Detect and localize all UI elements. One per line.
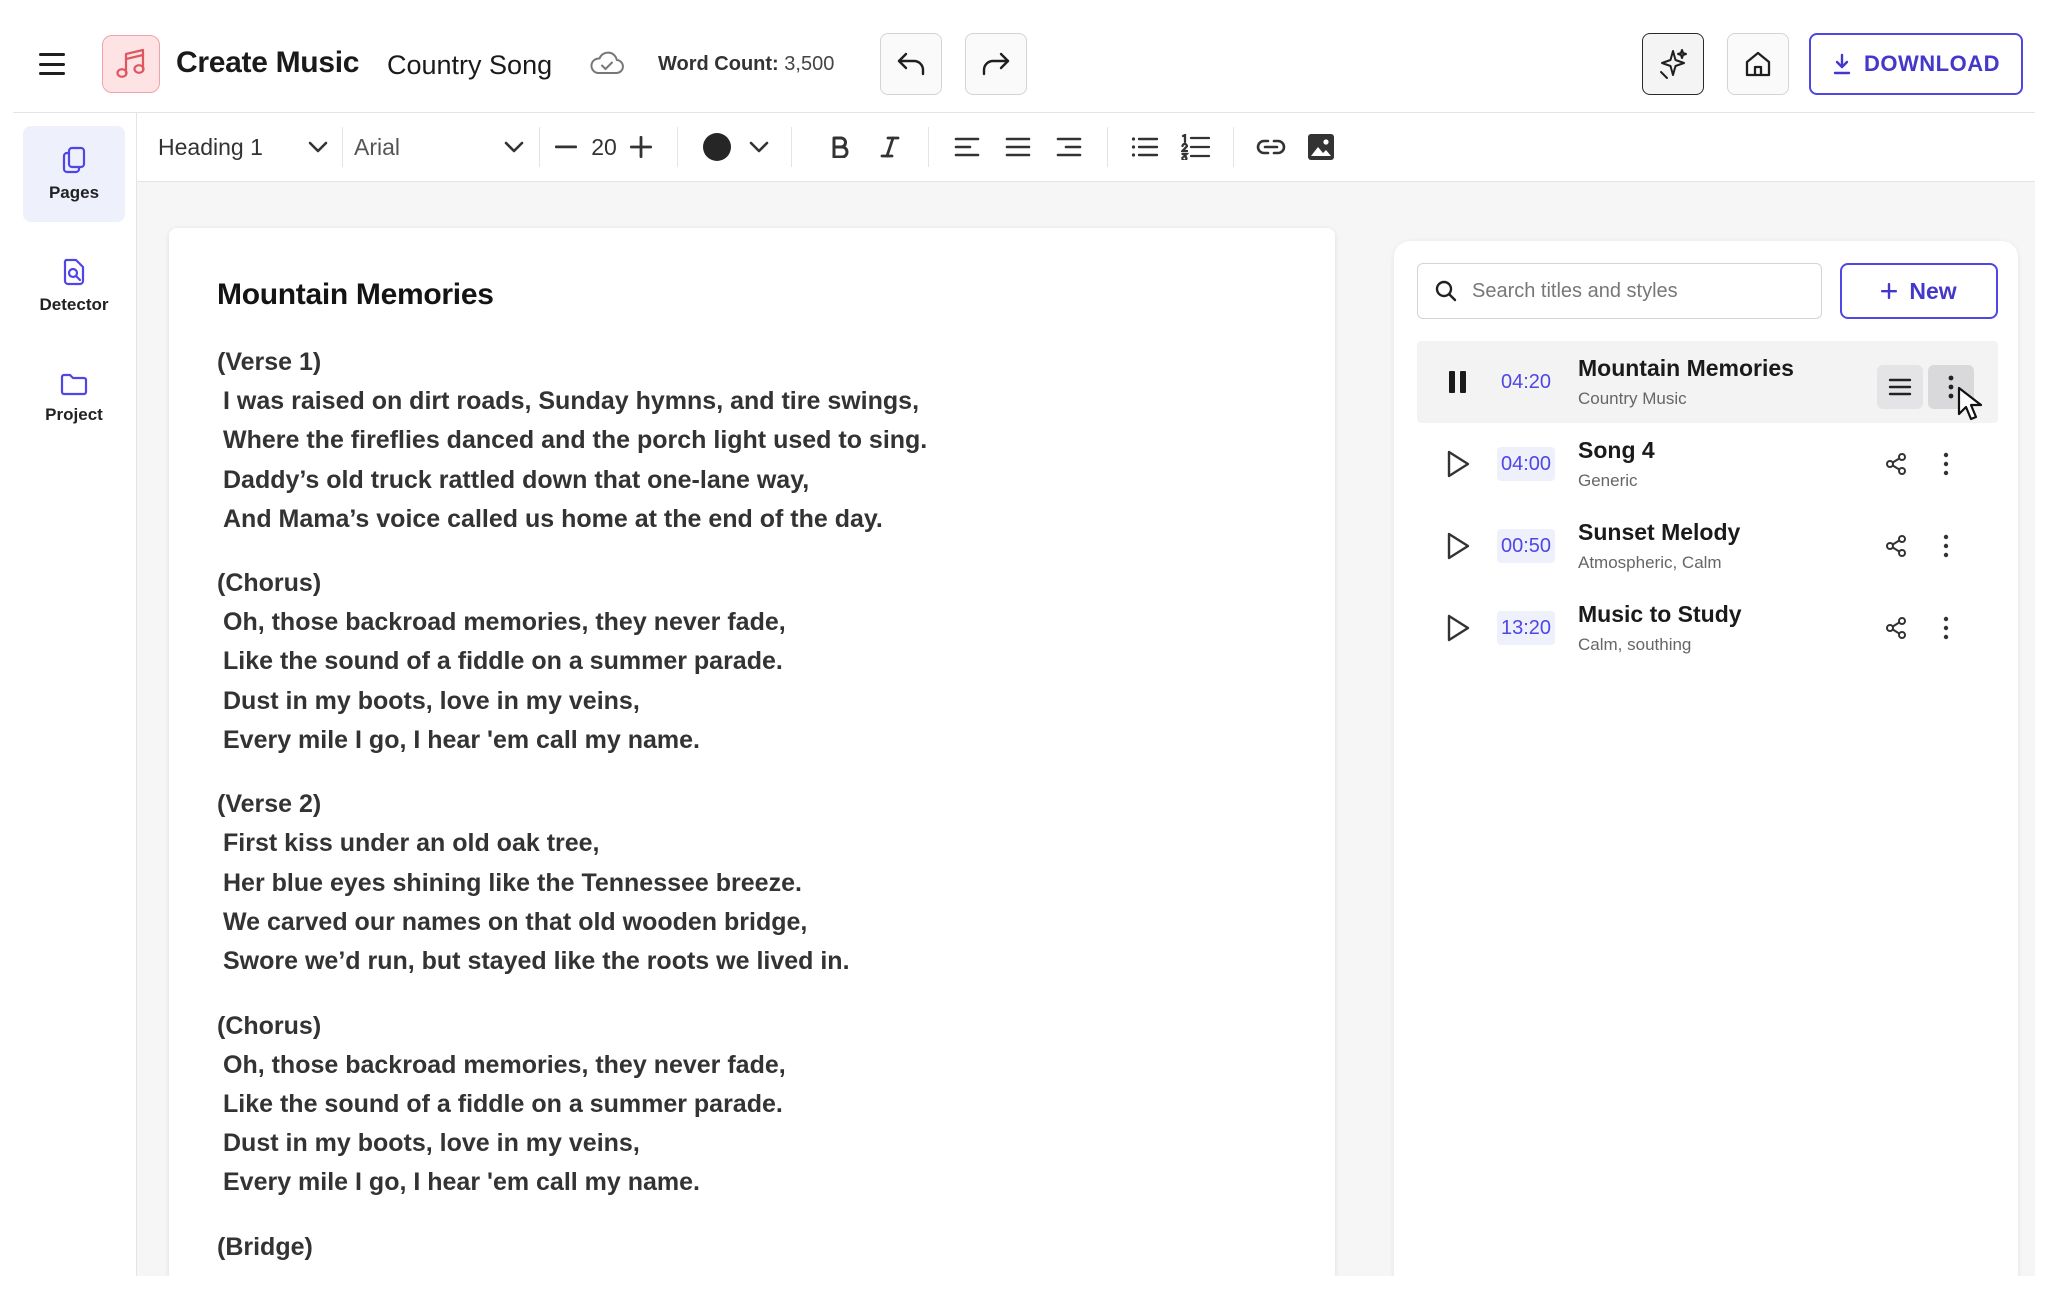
plus-icon — [630, 136, 652, 158]
tracks-panel — [1394, 241, 2018, 1276]
track-item[interactable] — [1417, 505, 1998, 587]
nav-item-pages[interactable] — [23, 126, 125, 222]
track-title: Sunset Melody — [1578, 519, 1741, 545]
lyric-line: Oh, those backroad memories, they never fade, — [223, 1050, 786, 1079]
app-title: Create Music — [176, 46, 360, 79]
font-size-decrease-button[interactable] — [553, 113, 579, 181]
share-icon — [1884, 616, 1908, 640]
hamburger-menu-icon[interactable] — [39, 53, 65, 75]
play-icon — [1446, 614, 1470, 642]
lyrics-body[interactable] — [217, 342, 1297, 1276]
play-button[interactable] — [1443, 613, 1473, 643]
folder-icon — [59, 371, 89, 397]
pages-icon — [60, 145, 88, 175]
lyric-line: Every mile I go, I hear 'em call my name. — [223, 1168, 701, 1197]
font-family-value: Arial — [354, 133, 401, 160]
lyric-line: Like the sound of a fiddle on a summer parade. — [223, 1089, 783, 1118]
plus-icon — [1881, 283, 1897, 299]
word-count-value: 3,500 — [784, 53, 835, 75]
document-page[interactable] — [169, 228, 1335, 1276]
minus-icon — [555, 145, 577, 149]
nav-label-project: Project — [45, 405, 103, 424]
chevron-down-icon — [504, 141, 524, 153]
song-title[interactable]: Mountain Memories — [217, 278, 494, 311]
nav-label-detector: Detector — [39, 295, 109, 314]
music-note-logo-icon — [102, 35, 160, 93]
track-title: Song 4 — [1578, 437, 1655, 463]
font-size-increase-button[interactable] — [628, 113, 654, 181]
lyric-line: Dust in my boots, love in my veins, — [223, 1129, 640, 1158]
lyric-stanza — [217, 563, 1297, 760]
list-icon — [1888, 378, 1912, 396]
lyric-line: First kiss under an old oak tree, — [223, 829, 600, 858]
toolbar-divider — [539, 127, 540, 167]
lyric-line: Daddy’s old truck rattled down that one-lane way, — [223, 465, 810, 494]
play-button[interactable] — [1443, 531, 1473, 561]
home-button[interactable] — [1727, 33, 1789, 95]
align-right-button[interactable] — [1053, 113, 1085, 181]
lyric-stanza — [217, 1006, 1297, 1203]
stanza-heading: (Bridge) — [217, 1232, 313, 1261]
pause-icon — [1448, 370, 1468, 394]
lyric-line: Every mile I go, I hear 'em call my name. — [223, 726, 701, 755]
word-count-label: Word Count: — [658, 53, 779, 75]
download-label: DOWNLOAD — [1864, 51, 2000, 76]
undo-button[interactable] — [880, 33, 942, 95]
lyric-stanza — [217, 1227, 1297, 1267]
chevron-down-icon — [308, 141, 328, 153]
undo-icon — [895, 50, 927, 78]
stanza-heading: (Chorus) — [217, 1011, 322, 1040]
more-vertical-icon — [1943, 534, 1949, 558]
track-style: Atmospheric, Calm — [1578, 553, 1722, 572]
track-more-button[interactable] — [1928, 365, 1974, 409]
track-duration: 00:50 — [1497, 529, 1555, 563]
nav-item-detector[interactable] — [23, 238, 125, 334]
stanza-heading: (Verse 2) — [217, 790, 322, 819]
left-nav — [13, 113, 137, 1276]
toolbar-divider — [677, 127, 678, 167]
track-more-button[interactable] — [1929, 447, 1963, 481]
app-window — [13, 13, 2035, 1276]
track-duration: 04:00 — [1497, 447, 1555, 481]
color-swatch — [703, 133, 731, 161]
lyric-line: Swore we’d run, but stayed like the roots we lived in. — [223, 947, 850, 976]
download-icon — [1832, 53, 1852, 75]
track-more-button[interactable] — [1929, 611, 1963, 645]
new-track-button[interactable] — [1840, 263, 1998, 319]
bold-icon — [831, 136, 849, 158]
track-item[interactable] — [1417, 423, 1998, 505]
home-icon — [1743, 49, 1773, 79]
track-duration: 13:20 — [1497, 611, 1555, 645]
track-title: Music to Study — [1578, 601, 1742, 627]
italic-button[interactable] — [874, 113, 906, 181]
toolbar-divider — [791, 127, 792, 167]
lyric-line: We carved our names on that old wooden bridge, — [223, 907, 808, 936]
stanza-heading: (Chorus) — [217, 569, 322, 598]
sparkle-icon — [1656, 47, 1690, 81]
lyric-line: Oh, those backroad memories, they never fade, — [223, 608, 786, 637]
lyric-line: Where the fireflies danced and the porch light used to sing. — [223, 426, 928, 455]
insert-image-button[interactable] — [1305, 113, 1337, 181]
track-style: Country Music — [1578, 389, 1687, 408]
top-bar — [13, 13, 2035, 113]
redo-icon — [980, 50, 1012, 78]
heading-style-select[interactable] — [158, 113, 328, 181]
search-box[interactable] — [1417, 263, 1822, 319]
track-item[interactable] — [1417, 587, 1998, 669]
lyric-stanza — [217, 342, 1297, 539]
lyric-line: Her blue eyes shining like the Tennessee breeze. — [223, 868, 802, 897]
text-color-picker[interactable] — [703, 113, 769, 181]
word-count — [658, 53, 834, 76]
download-button[interactable] — [1809, 33, 2023, 95]
stanza-heading: (Verse 1) — [217, 348, 322, 376]
font-family-select[interactable] — [354, 113, 524, 181]
bulleted-list-icon — [1131, 136, 1159, 158]
link-icon — [1256, 139, 1286, 155]
toolbar-divider — [928, 127, 929, 167]
more-vertical-icon — [1943, 452, 1949, 476]
format-toolbar — [137, 113, 2035, 182]
pause-button[interactable] — [1443, 367, 1473, 397]
lyric-line: Dust in my boots, love in my veins, — [223, 686, 640, 715]
toolbar-divider — [342, 127, 343, 167]
more-vertical-icon — [1948, 375, 1954, 399]
share-icon — [1884, 534, 1908, 558]
align-right-icon — [1056, 137, 1082, 157]
track-duration: 04:20 — [1501, 371, 1552, 393]
more-vertical-icon — [1943, 616, 1949, 640]
image-icon — [1308, 134, 1334, 160]
numbered-list-icon — [1181, 134, 1211, 160]
search-icon — [1434, 279, 1458, 303]
align-center-icon — [1005, 137, 1031, 157]
track-item[interactable] — [1417, 341, 1998, 423]
bulleted-list-button[interactable] — [1129, 113, 1161, 181]
insert-link-button[interactable] — [1255, 113, 1287, 181]
toolbar-divider — [1233, 127, 1234, 167]
lyric-line: I was raised on dirt roads, Sunday hymns, and tire swings, — [223, 387, 920, 415]
share-button[interactable] — [1879, 529, 1913, 563]
track-style: Generic — [1578, 471, 1638, 490]
align-left-icon — [954, 137, 980, 157]
redo-button[interactable] — [965, 33, 1027, 95]
ai-sparkle-button[interactable] — [1642, 33, 1704, 95]
lyric-line: And Mama’s voice called us home at the end of the day. — [223, 504, 883, 533]
document-title[interactable]: Country Song — [387, 50, 553, 80]
play-button[interactable] — [1443, 449, 1473, 479]
lyric-stanza — [217, 784, 1297, 981]
share-icon — [1884, 452, 1908, 476]
share-button[interactable] — [1879, 611, 1913, 645]
font-size-value[interactable]: 20 — [591, 133, 617, 160]
share-button[interactable] — [1879, 447, 1913, 481]
detector-icon — [61, 257, 87, 287]
bold-button[interactable] — [824, 113, 856, 181]
lyric-line: Like the sound of a fiddle on a summer parade. — [223, 647, 783, 676]
search-input[interactable] — [1472, 280, 1792, 303]
numbered-list-button[interactable] — [1180, 113, 1212, 181]
track-list-button[interactable] — [1877, 365, 1923, 409]
heading-style-value: Heading 1 — [158, 133, 263, 160]
track-title: Mountain Memories — [1578, 355, 1794, 381]
track-more-button[interactable] — [1929, 529, 1963, 563]
toolbar-divider — [1107, 127, 1108, 167]
cloud-saved-icon — [589, 49, 625, 77]
new-button-label: New — [1909, 277, 1957, 304]
play-icon — [1446, 532, 1470, 560]
nav-label-pages: Pages — [48, 183, 100, 202]
chevron-down-icon — [749, 141, 769, 153]
play-icon — [1446, 450, 1470, 478]
italic-icon — [880, 136, 900, 158]
nav-item-project[interactable] — [23, 350, 125, 446]
align-center-button[interactable] — [1002, 113, 1034, 181]
track-style: Calm, southing — [1578, 635, 1692, 654]
align-left-button[interactable] — [951, 113, 983, 181]
